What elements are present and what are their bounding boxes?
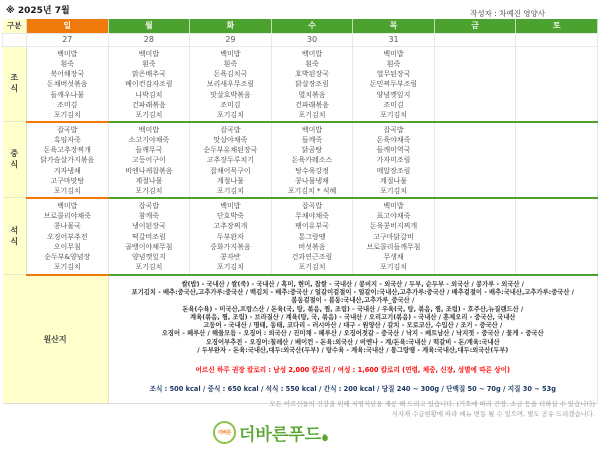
- origin-line: 오징어부추전 - 오징어:칠레산 / 베이컨 - 돈육:외국산 / 비엔나 - 계/돈육:국내산 / 떡갈비 - 돈/계육:국내산: [205, 338, 500, 346]
- menu-item: 단호박죽: [216, 211, 244, 220]
- menu-item: 포기김치: [298, 263, 326, 272]
- origin-row: [3, 275, 598, 404]
- menu-item: 겨자냉채: [53, 166, 81, 175]
- menu-item: 맑은배추국: [131, 70, 166, 79]
- menu-item: 고구마맛탕: [50, 177, 85, 186]
- menu-item: 브로콜리들깨무침: [366, 242, 421, 251]
- menu-item: 양념깻잎지: [131, 253, 166, 262]
- menu-cell: [516, 46, 598, 122]
- date-row: [3, 33, 598, 46]
- menu-item: 포기김치: [53, 111, 81, 120]
- menu-item: 떡갈비조림: [131, 232, 166, 241]
- menu-cell: [271, 46, 353, 122]
- menu-item: 백미밥: [383, 49, 404, 58]
- menu-item: 오이무침: [53, 242, 81, 251]
- menu-item: 잡곡밥: [383, 125, 404, 134]
- meal-row-조식: [3, 46, 598, 122]
- menu-item: 순두부&양념장: [44, 253, 91, 262]
- menu-item: 오징어부추전: [46, 232, 88, 241]
- menu-item: 고추장두루치기: [206, 156, 255, 165]
- origin-info-cell: [108, 275, 597, 404]
- menu-cell: [27, 198, 109, 275]
- menu-item: 백미밥: [383, 201, 404, 210]
- menu-item: 잡곡밥: [220, 125, 241, 134]
- menu-item: 포기김치: [53, 263, 81, 272]
- date-cell-3: 29: [190, 33, 272, 46]
- menu-item: 브로콜리야채죽: [43, 211, 91, 220]
- page-title: ※ 2025년 7월: [6, 6, 70, 16]
- menu-item: 포기김치: [135, 111, 163, 120]
- menu-item: 백미밥: [301, 125, 323, 134]
- low-sodium-note: 모든 어르신들의 건강을 위해 저염식단을 제공 해 드리고 있습니다. (기호에 따라 간장, 소금 등을 더하실 수 있습니다): [269, 400, 595, 408]
- menu-item: 고등어구이: [131, 156, 166, 165]
- menu-cell: [190, 46, 272, 122]
- menu-item: 백미밥: [57, 201, 78, 210]
- menu-item: 콩나물국: [53, 222, 81, 231]
- menu-item: 소고기야채죽: [128, 135, 170, 144]
- menu-item: 돈민찌두부조림: [369, 80, 418, 89]
- day-header-2: 월: [108, 19, 190, 33]
- menu-item: 두부완자: [216, 232, 244, 241]
- menu-item: 백미밥: [220, 49, 241, 58]
- logo-circle-text: 더바른: [218, 430, 231, 436]
- menu-item: 참깨죽: [138, 211, 159, 220]
- menu-item: 백미밥: [301, 49, 323, 58]
- meal-label-중식: [3, 122, 27, 198]
- menu-item: 백미밥: [138, 49, 159, 58]
- origin-line: 고등어 - 국내산 / 명태, 동태, 코다리 - 러시아산 / 대구 - 원양산 / 갈치 - 모로코산, 수입산 / 조기 - 중국산 /: [203, 322, 503, 330]
- menu-item: 흰죽: [60, 59, 75, 68]
- menu-item: 계절나물: [135, 177, 163, 186]
- menu-item: 흑임자죽: [53, 135, 81, 144]
- menu-item: 돈채버섯볶음: [46, 80, 88, 89]
- menu-cell: [353, 122, 435, 198]
- menu-item: 포기김치 * 식혜: [287, 187, 337, 196]
- menu-item: 들깨무국: [135, 146, 163, 155]
- leaf-icon: [321, 433, 329, 441]
- menu-item: 포기김치: [53, 187, 81, 196]
- nutrition-breakdown-note: 조식 : 500 kcal / 중식 : 650 kcal / 석식 : 550 kcal / 간식 : 200 kcal / 당질 240 ~ 300g / 단백질 50 ~ 70g / 지질 30 ~ 53g: [149, 385, 556, 394]
- menu-item: 계절나물: [380, 177, 408, 186]
- meal-label-text: 조식: [10, 73, 19, 94]
- menu-item: 멸치볶음: [298, 90, 326, 99]
- menu-item: 돈육카레소스: [291, 156, 333, 165]
- meal-row-석식: [3, 198, 598, 275]
- origin-line: / 두부완자 - 돈육:국내산,대두:외국산(두부) / 탕수육 - 계육:국내산 / 통그랑땡 - 계육:국내산,대두:외국산(두부): [197, 347, 509, 355]
- menu-cell: [271, 198, 353, 275]
- weekday-header-row: [3, 19, 598, 33]
- menu-item: 조미김: [220, 100, 241, 109]
- menu-item: 들깨미역국: [376, 146, 411, 155]
- menu-item: 건과연근조림: [291, 253, 333, 262]
- date-cell-7: [516, 33, 598, 46]
- menu-item: 백미밥: [57, 49, 78, 58]
- menu-change-note: 식자재 수급현황에 따라 메뉴 변동 될 수 있으며, 별도 공유 드리겠습니다.: [391, 410, 595, 418]
- menu-item: 팽이유부국: [295, 222, 329, 231]
- origin-line: 돈육(수육) - 미국산,프랑스산 / 돈육(국, 탕, 볶음, 찜, 조림) - 국내산 / 우육(국, 탕, 볶음, 찜, 조림) - 호주산,뉴질랜드산 /: [182, 305, 524, 313]
- menu-item: 냉이된장국: [131, 222, 166, 231]
- menu-item: 건파래볶음: [131, 100, 166, 109]
- menu-cell: [108, 122, 190, 198]
- menu-cell: [516, 122, 598, 198]
- origin-line: 봄동겉절이 - 봄동:국내산,고추가루_중국산 /: [291, 297, 415, 305]
- meal-label-text: 석식: [10, 225, 19, 246]
- menu-item: 돈육야채죽: [376, 135, 411, 144]
- date-cell-1: 27: [27, 33, 109, 46]
- menu-item: 잡곡밥: [57, 125, 78, 134]
- menu-item: 백미밥: [138, 125, 159, 134]
- date-cell-5: 31: [353, 33, 435, 46]
- footer-notes: [269, 399, 595, 419]
- menu-cell: [108, 46, 190, 122]
- menu-item: 닭살장조림: [295, 80, 329, 89]
- menu-item: 북어해장국: [50, 70, 85, 79]
- menu-item: 계절나물: [216, 177, 244, 186]
- logo-circle-icon: [213, 421, 236, 444]
- menu-item: 포기김치: [216, 111, 244, 120]
- menu-item: 포기김치: [135, 187, 163, 196]
- origin-line: 오징어 - 페루산 / 해물모듬 - 오징어 : 외국산 / 진미채 - 페루산 / 오징어젓갈 - 중국산 / 낙지 - 베트남산 / 낙지젓 - 중국산 / 꽃게 - 중국산: [161, 330, 544, 338]
- menu-cell: [108, 198, 190, 275]
- menu-item: 흰죽: [142, 59, 156, 68]
- menu-cell: [434, 46, 516, 122]
- menu-item: 중화가지볶음: [210, 242, 251, 251]
- menu-item: 잡곡밥: [301, 201, 323, 210]
- origin-line: 쌀(밥) - 국내산 / 쌀(죽) - 국내산 / 흑미, 현미, 찹쌀 - 국내산 / 콩비지 - 외국산 / 두부, 순두부 - 외국산 / 콩가루 - 외국산 /: [181, 280, 524, 288]
- logo-wordmark: 더바른푸드: [239, 425, 322, 445]
- menu-item: 콩자반: [220, 253, 241, 262]
- menu-item: 포기김치: [135, 263, 163, 272]
- menu-item: 버섯볶음: [298, 242, 326, 251]
- date-cell-6: [434, 33, 516, 46]
- origin-line: 계육(볶음, 찜, 조림) - 브라질산 / 계육(탕, 국, 볶음) - 국내산 / 오리고기(볶음) - 국내산 / 훈제오리 - 중국산, 국내산: [190, 313, 516, 321]
- menu-item: 들깨우나물: [50, 90, 85, 99]
- menu-item: 나박김치: [135, 90, 163, 99]
- menu-item: 흰죽: [223, 59, 238, 68]
- meal-label-text: 중식: [10, 149, 19, 170]
- menu-item: 들깨죽: [301, 135, 323, 144]
- menu-item: 양념깻잎지: [376, 90, 411, 99]
- menu-item: 조미김: [383, 100, 404, 109]
- date-corner-cell: [3, 33, 27, 46]
- menu-item: 메알장조림: [376, 166, 411, 175]
- day-header-7: 토: [516, 19, 598, 33]
- menu-cell: [27, 46, 109, 122]
- day-header-5: 목: [353, 19, 435, 33]
- menu-item: 통그랑땡: [298, 232, 326, 241]
- menu-item: 비엔나케찹볶음: [125, 166, 173, 175]
- author-label: 작성자 : 차예진 영양사: [470, 9, 545, 18]
- menu-cell: [353, 46, 435, 122]
- menu-item: 닭곰탕: [301, 146, 323, 155]
- menu-item: 맛살야채죽: [213, 135, 248, 144]
- menu-item: 열무된장국: [376, 70, 411, 79]
- menu-item: 골뱅이야채무침: [125, 242, 173, 251]
- menu-item: 돈육콩비지찌개: [369, 222, 418, 231]
- menu-item: 표고야채죽: [376, 211, 411, 220]
- menu-item: 맛살호박볶음: [210, 90, 251, 99]
- menu-item: 포기김치: [380, 263, 408, 272]
- menu-item: 무생채: [383, 253, 404, 262]
- menu-item: 가자미조림: [376, 156, 411, 165]
- menu-item: 콩나물냉채: [295, 177, 329, 186]
- menu-cell: [353, 198, 435, 275]
- menu-item: 고구마닭갈비: [373, 232, 414, 241]
- menu-item: 건파래볶음: [295, 100, 329, 109]
- day-header-6: 금: [434, 19, 516, 33]
- menu-item: 조미김: [57, 100, 78, 109]
- menu-item: 돈육김치국: [213, 70, 248, 79]
- menu-item: 호박된장국: [295, 70, 329, 79]
- menu-cell: [434, 198, 516, 275]
- menu-item: 탕수육강정: [295, 166, 329, 175]
- menu-item: 베이컨감자조림: [125, 80, 173, 89]
- menu-cell: [27, 122, 109, 198]
- menu-item: 순두부유채된장국: [203, 146, 258, 155]
- menu-item: 돈육고추장찌개: [43, 146, 91, 155]
- menu-item: 백미밥: [220, 201, 241, 210]
- date-cell-4: 30: [271, 33, 353, 46]
- company-logo: [213, 420, 328, 445]
- day-header-1: 일: [27, 19, 109, 33]
- day-header-3: 화: [190, 19, 272, 33]
- menu-item: 흰죽: [305, 59, 319, 68]
- menu-item: 무채야채죽: [295, 211, 329, 220]
- menu-item: 포기김치: [380, 111, 408, 120]
- menu-item: 포기김치: [298, 111, 326, 120]
- calorie-recommendation-note: 어르신 하루 권장 칼로리 : 남성 2,000 칼로리 / 여성 : 1,600 칼로리 (연령, 체중, 신장, 성별에 따른 상이): [195, 366, 510, 375]
- meal-label-조식: [3, 46, 27, 122]
- menu-cell: [516, 198, 598, 275]
- meal-label-석식: [3, 198, 27, 275]
- menu-item: 고추장찌개: [213, 222, 248, 231]
- menu-item: 닭가슴살가지볶음: [40, 156, 95, 165]
- date-cell-2: 28: [108, 33, 190, 46]
- menu-cell: [271, 122, 353, 198]
- menu-cell: [190, 122, 272, 198]
- menu-item: 포기김치: [216, 187, 244, 196]
- meal-plan-table: [2, 19, 598, 404]
- menu-cell: [190, 198, 272, 275]
- origin-line: 포기김치 - 배추:중국산,고추가루:중국산 / 백김치 - 배추:중국산 / 얼갈이겉절이 - 얼갈이:국내산,고추가루:중국산 / 배추겉절이 - 배추:국내산,고추가루:중국산 /: [131, 288, 574, 296]
- day-header-4: 수: [271, 19, 353, 33]
- menu-item: 잡채어묵구이: [210, 166, 251, 175]
- meal-row-중식: [3, 122, 598, 198]
- menu-item: 잡곡밥: [138, 201, 159, 210]
- origin-label: 원산지: [3, 275, 109, 404]
- menu-item: 포기김치: [380, 187, 408, 196]
- menu-item: 흰죽: [386, 59, 401, 68]
- menu-item: 포기김치: [216, 263, 244, 272]
- menu-cell: [434, 122, 516, 198]
- menu-item: 보리새우무조림: [206, 80, 255, 89]
- corner-header: 구분: [3, 19, 27, 33]
